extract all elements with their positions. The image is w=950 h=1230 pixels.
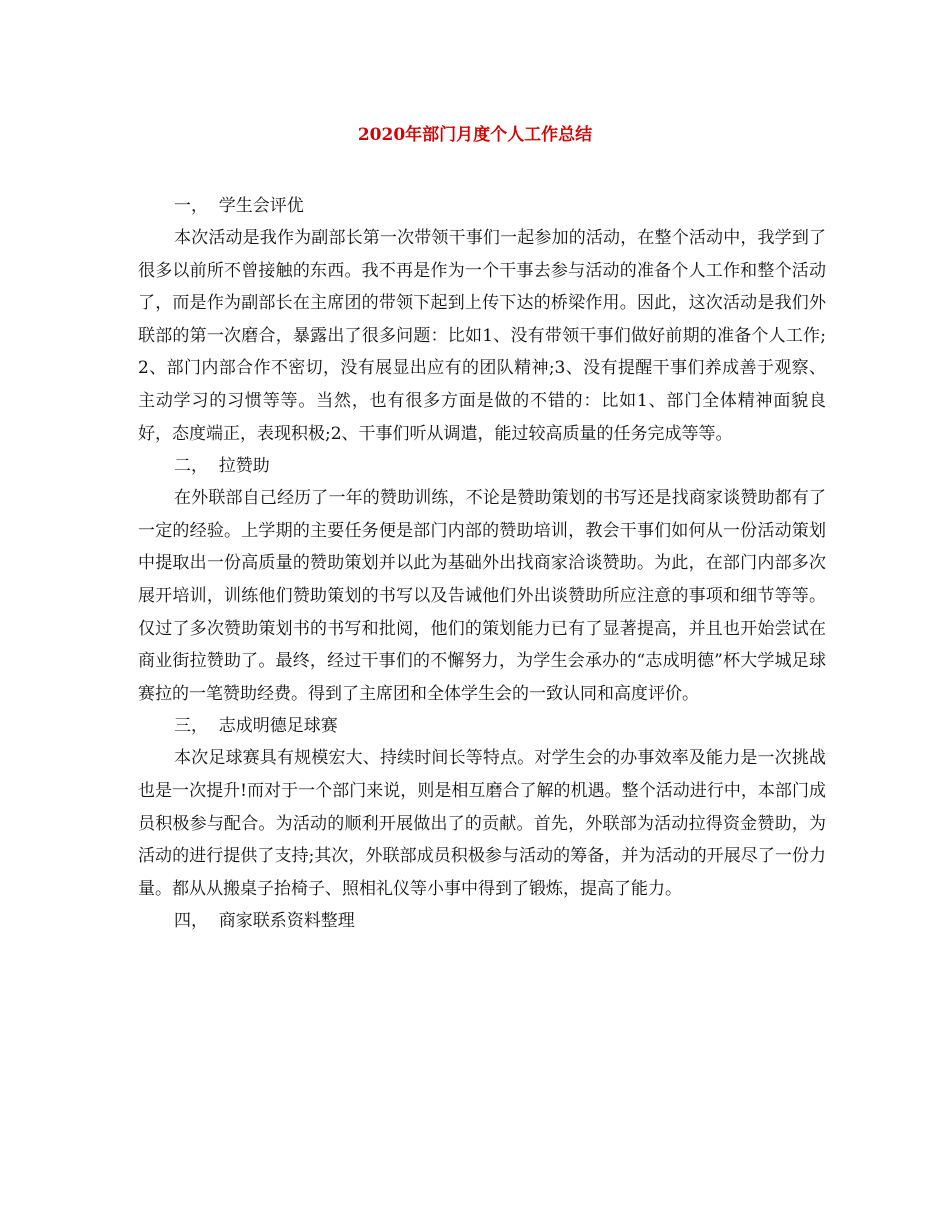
section-1-paragraph: 本次活动是我作为副部长第一次带领干事们一起参加的活动，在整个活动中，我学到了很多以前所不曾接触的东西。我不再是作为一个干事去参与活动的准备个人工作和整个活动了，而是作为副部长在主席团的带领下起到上传下达的桥梁作用。因此，这次活动是我们外联部的第一次磨合，暴露出了很多问题：比如1、没有带领干事们做好前期的准备个人工作;2、部门内部合作不密切，没有展显出应有的团队精神;3、没有提醒干事们养成善于观察、主动学习的习惯等等。当然，也有很多方面是做的不错的：比如1、部门全体精神面貌良好，态度端正，表现积极;2、干事们听从调遣，能过较高质量的任务完成等等。 bbox=[138, 228, 826, 444]
section-3-paragraph: 本次足球赛具有规模宏大、持续时间长等特点。对学生会的办事效率及能力是一次挑战也是一次提升!而对于一个部门来说，则是相互磨合了解的机遇。整个活动进行中，本部门成员积极参与配合。为活动的顺利开展做出了的贡献。首先，外联部为活动拉得资金赞助，为活动的进行提供了支持;其次，外联部成员积极参与活动的筹备，并为活动的开展尽了一份力量。都从从搬桌子抬椅子、照相礼仪等小事中得到了锻炼，提高了能力。 bbox=[138, 748, 826, 899]
document-title: 2020年部门月度个人工作总结 bbox=[357, 125, 593, 145]
section-4-heading: 四， 商家联系资料整理 bbox=[174, 911, 355, 932]
section-2-heading: 二， 拉赞助 bbox=[174, 456, 270, 477]
section-3-heading: 三， 志成明德足球赛 bbox=[174, 716, 338, 737]
document-body bbox=[138, 190, 826, 937]
section-1-heading: 一， 学生会评优 bbox=[174, 196, 304, 216]
section-2-paragraph: 在外联部自己经历了一年的赞助训练，不论是赞助策划的书写还是找商家谈赞助都有了一定的经验。上学期的主要任务便是部门内部的赞助培训，教会干事们如何从一份活动策划中提取出一份高质量的赞助策划并以此为基础外出找商家洽谈赞助。为此，在部门内部多次展开培训，训练他们赞助策划的书写以及告诫他们外出谈赞助所应注意的事项和细节等等。仅过了多次赞助策划书的书写和批阅，他们的策划能力已有了显著提高，并且也开始尝试在商业街拉赞助了。最终，经过干事们的不懈努力，为学生会承办的“志成明德”杯大学城足球赛拉的一笔赞助经费。得到了主席团和全体学生会的一致认同和高度评价。 bbox=[138, 488, 826, 704]
